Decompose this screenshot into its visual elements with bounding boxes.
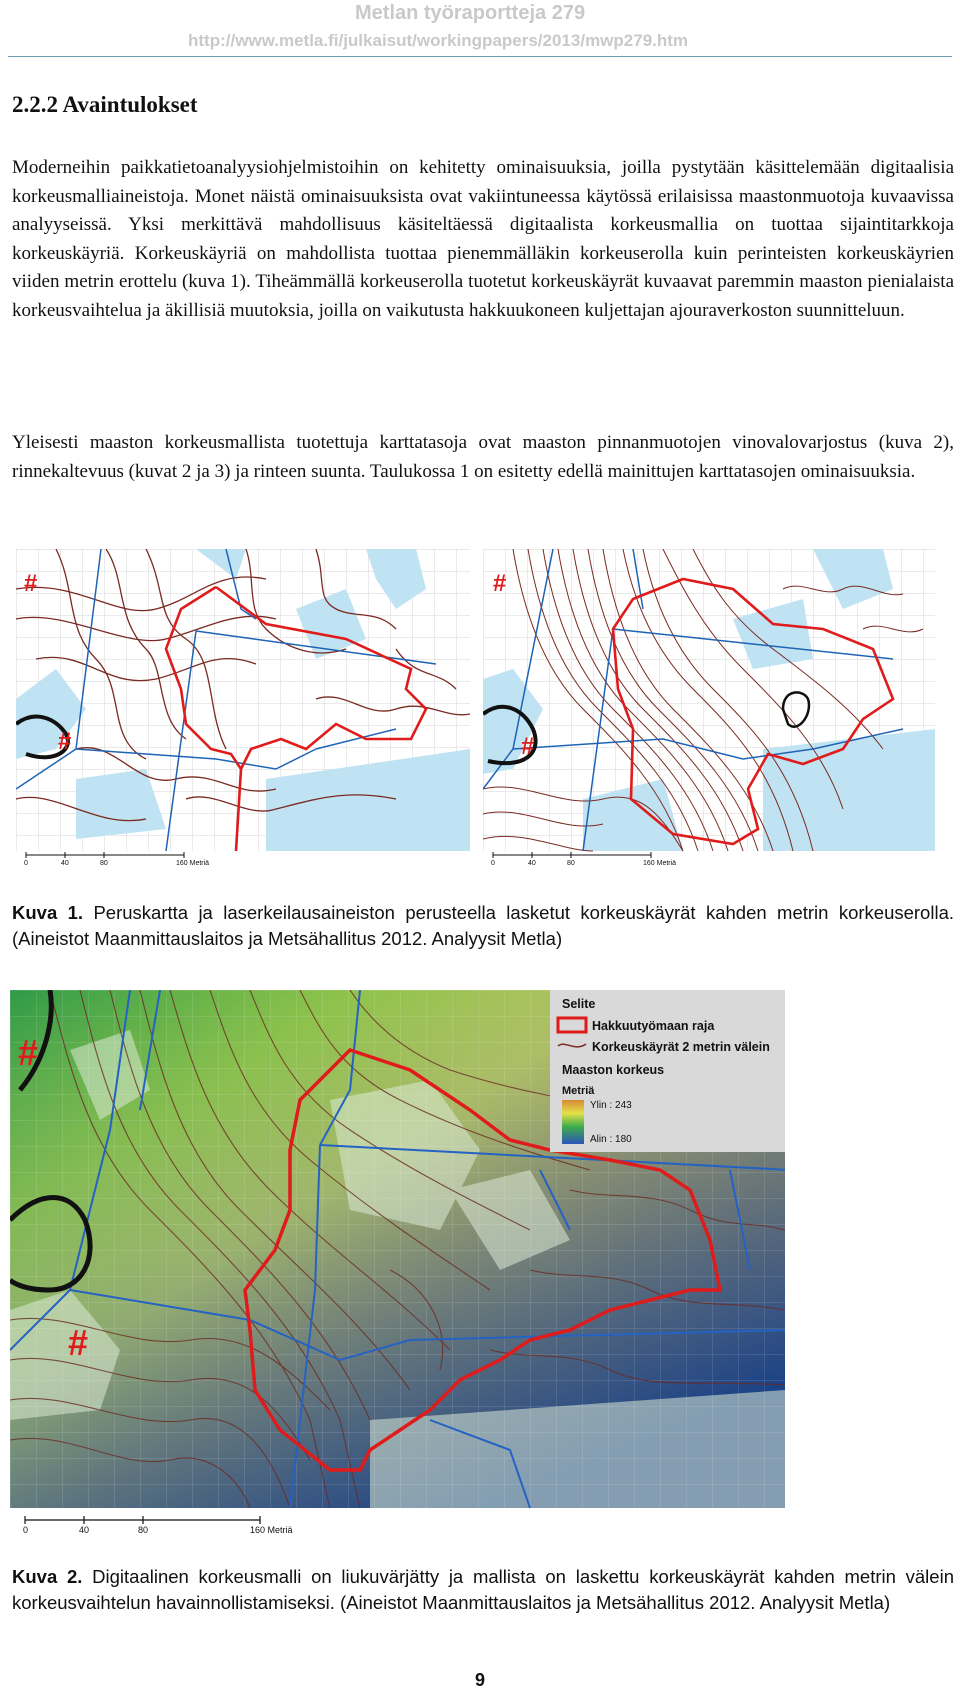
page-number: 9 [474, 1670, 485, 1690]
marker-1: # [24, 570, 38, 597]
section-heading: 2.2.2 Avaintulokset [12, 92, 198, 117]
svg-text:80: 80 [138, 1525, 149, 1535]
legend-min: Alin : 180 [590, 1134, 632, 1145]
paragraph-1: Moderneihin paikkatietoanalyysiohjelmistoihin on kehitetty ominaisuuksia, joilla pystytään käsittelemään digitaalisia korkeusmalliaineistoja. Monet näistä ominaisuuksista ovat vakiintuneessa käytössä erilaisissa maastonmuotoja kuvaavissa analyyseissä. Yksi merkittävä mahdollisuus käsiteltäessä digitaalista korkeusmallia on tuottaa sijaintitarkkoja korkeuskäyriä. Korkeuskäyriä on mahdollista tuottaa pienemmälläkin korkeuserolla kuin perinteisten korkeuskäyrien viiden metrin erottelu (kuva 1). Tiheämmällä korkeuserolla tuotetut korkeuskäyrät kuvaavat paremmin maaston pienialaista korkeusvaihtelua ja äkillisiä muutoksia, joilla on vaikutusta hakkuukoneen kuljettajan ajouraverkoston suunnitteluun. [12, 157, 954, 321]
marker-2: # [58, 728, 72, 755]
figure-1-map-right [483, 549, 935, 867]
legend-unit: Metriä [562, 1085, 595, 1097]
journal-url[interactable]: http://www.metla.fi/julkaisut/workingpapers/2013/mwp279.htm [188, 31, 689, 50]
svg-text:0: 0 [491, 860, 495, 867]
svg-text:40: 40 [79, 1525, 90, 1535]
legend-max: Ylin : 243 [590, 1100, 632, 1111]
scale-bar [491, 852, 676, 867]
figure-2-caption [12, 1564, 954, 1616]
scale-bar [24, 852, 209, 867]
map-legend [550, 990, 785, 1152]
scale-bar [23, 1516, 293, 1535]
figure-2-elevation-map [10, 990, 785, 1535]
caption-text: Digitaalinen korkeusmalli on liukuvärjätty ja mallista on laskettu korkeuskäyrät kahden metrin välein korkeusvaihtelun havainnollistamiseksi. (Aineistot Maanmittauslaitos ja Metsähallitus 2012. Analyysit Metla) [12, 1566, 954, 1613]
figure-1-map-left [16, 549, 470, 867]
svg-text:160 Metriä: 160 Metriä [176, 860, 210, 867]
legend-item-contours: Korkeuskäyrät 2 metrin välein [592, 1040, 770, 1054]
svg-text:80: 80 [567, 860, 575, 867]
journal-title: Metlan työraportteja 279 [355, 2, 586, 24]
caption-text: Peruskartta ja laserkeilausaineiston perusteella lasketut korkeuskäyrät kahden metrin korkeuserolla. (Aineistot Maanmittauslaitos ja Metsähallitus 2012. Analyysit Metla) [12, 902, 954, 949]
svg-text:80: 80 [100, 860, 108, 867]
marker-1: # [18, 1032, 39, 1073]
svg-text:40: 40 [61, 860, 69, 867]
caption-label: Kuva 1. [12, 902, 84, 923]
marker-2: # [68, 1322, 89, 1363]
legend-subtitle: Maaston korkeus [562, 1063, 665, 1077]
marker-1: # [493, 570, 507, 597]
legend-title: Selite [562, 997, 596, 1011]
figure-1-caption [12, 900, 954, 952]
elevation-ramp [562, 1100, 584, 1144]
svg-text:0: 0 [23, 1525, 29, 1535]
header-rule [8, 56, 952, 57]
svg-text:0: 0 [24, 860, 28, 867]
caption-label: Kuva 2. [12, 1566, 83, 1587]
svg-text:160 Metriä: 160 Metriä [643, 860, 677, 867]
marker-2: # [521, 733, 535, 760]
svg-text:40: 40 [528, 860, 536, 867]
svg-text:160 Metriä: 160 Metriä [250, 1525, 293, 1535]
legend-item-boundary: Hakkuutyömaan raja [592, 1019, 715, 1033]
running-header [0, 0, 960, 56]
paragraph-2: Yleisesti maaston korkeusmallista tuotettuja karttatasoja ovat maaston pinnanmuotojen vinovalovarjostus (kuva 2), rinnekaltevuus (kuvat 2 ja 3) ja rinteen suunta. Taulukossa 1 on esitetty edellä mainittujen karttatasojen ominaisuuksia. [12, 432, 954, 482]
